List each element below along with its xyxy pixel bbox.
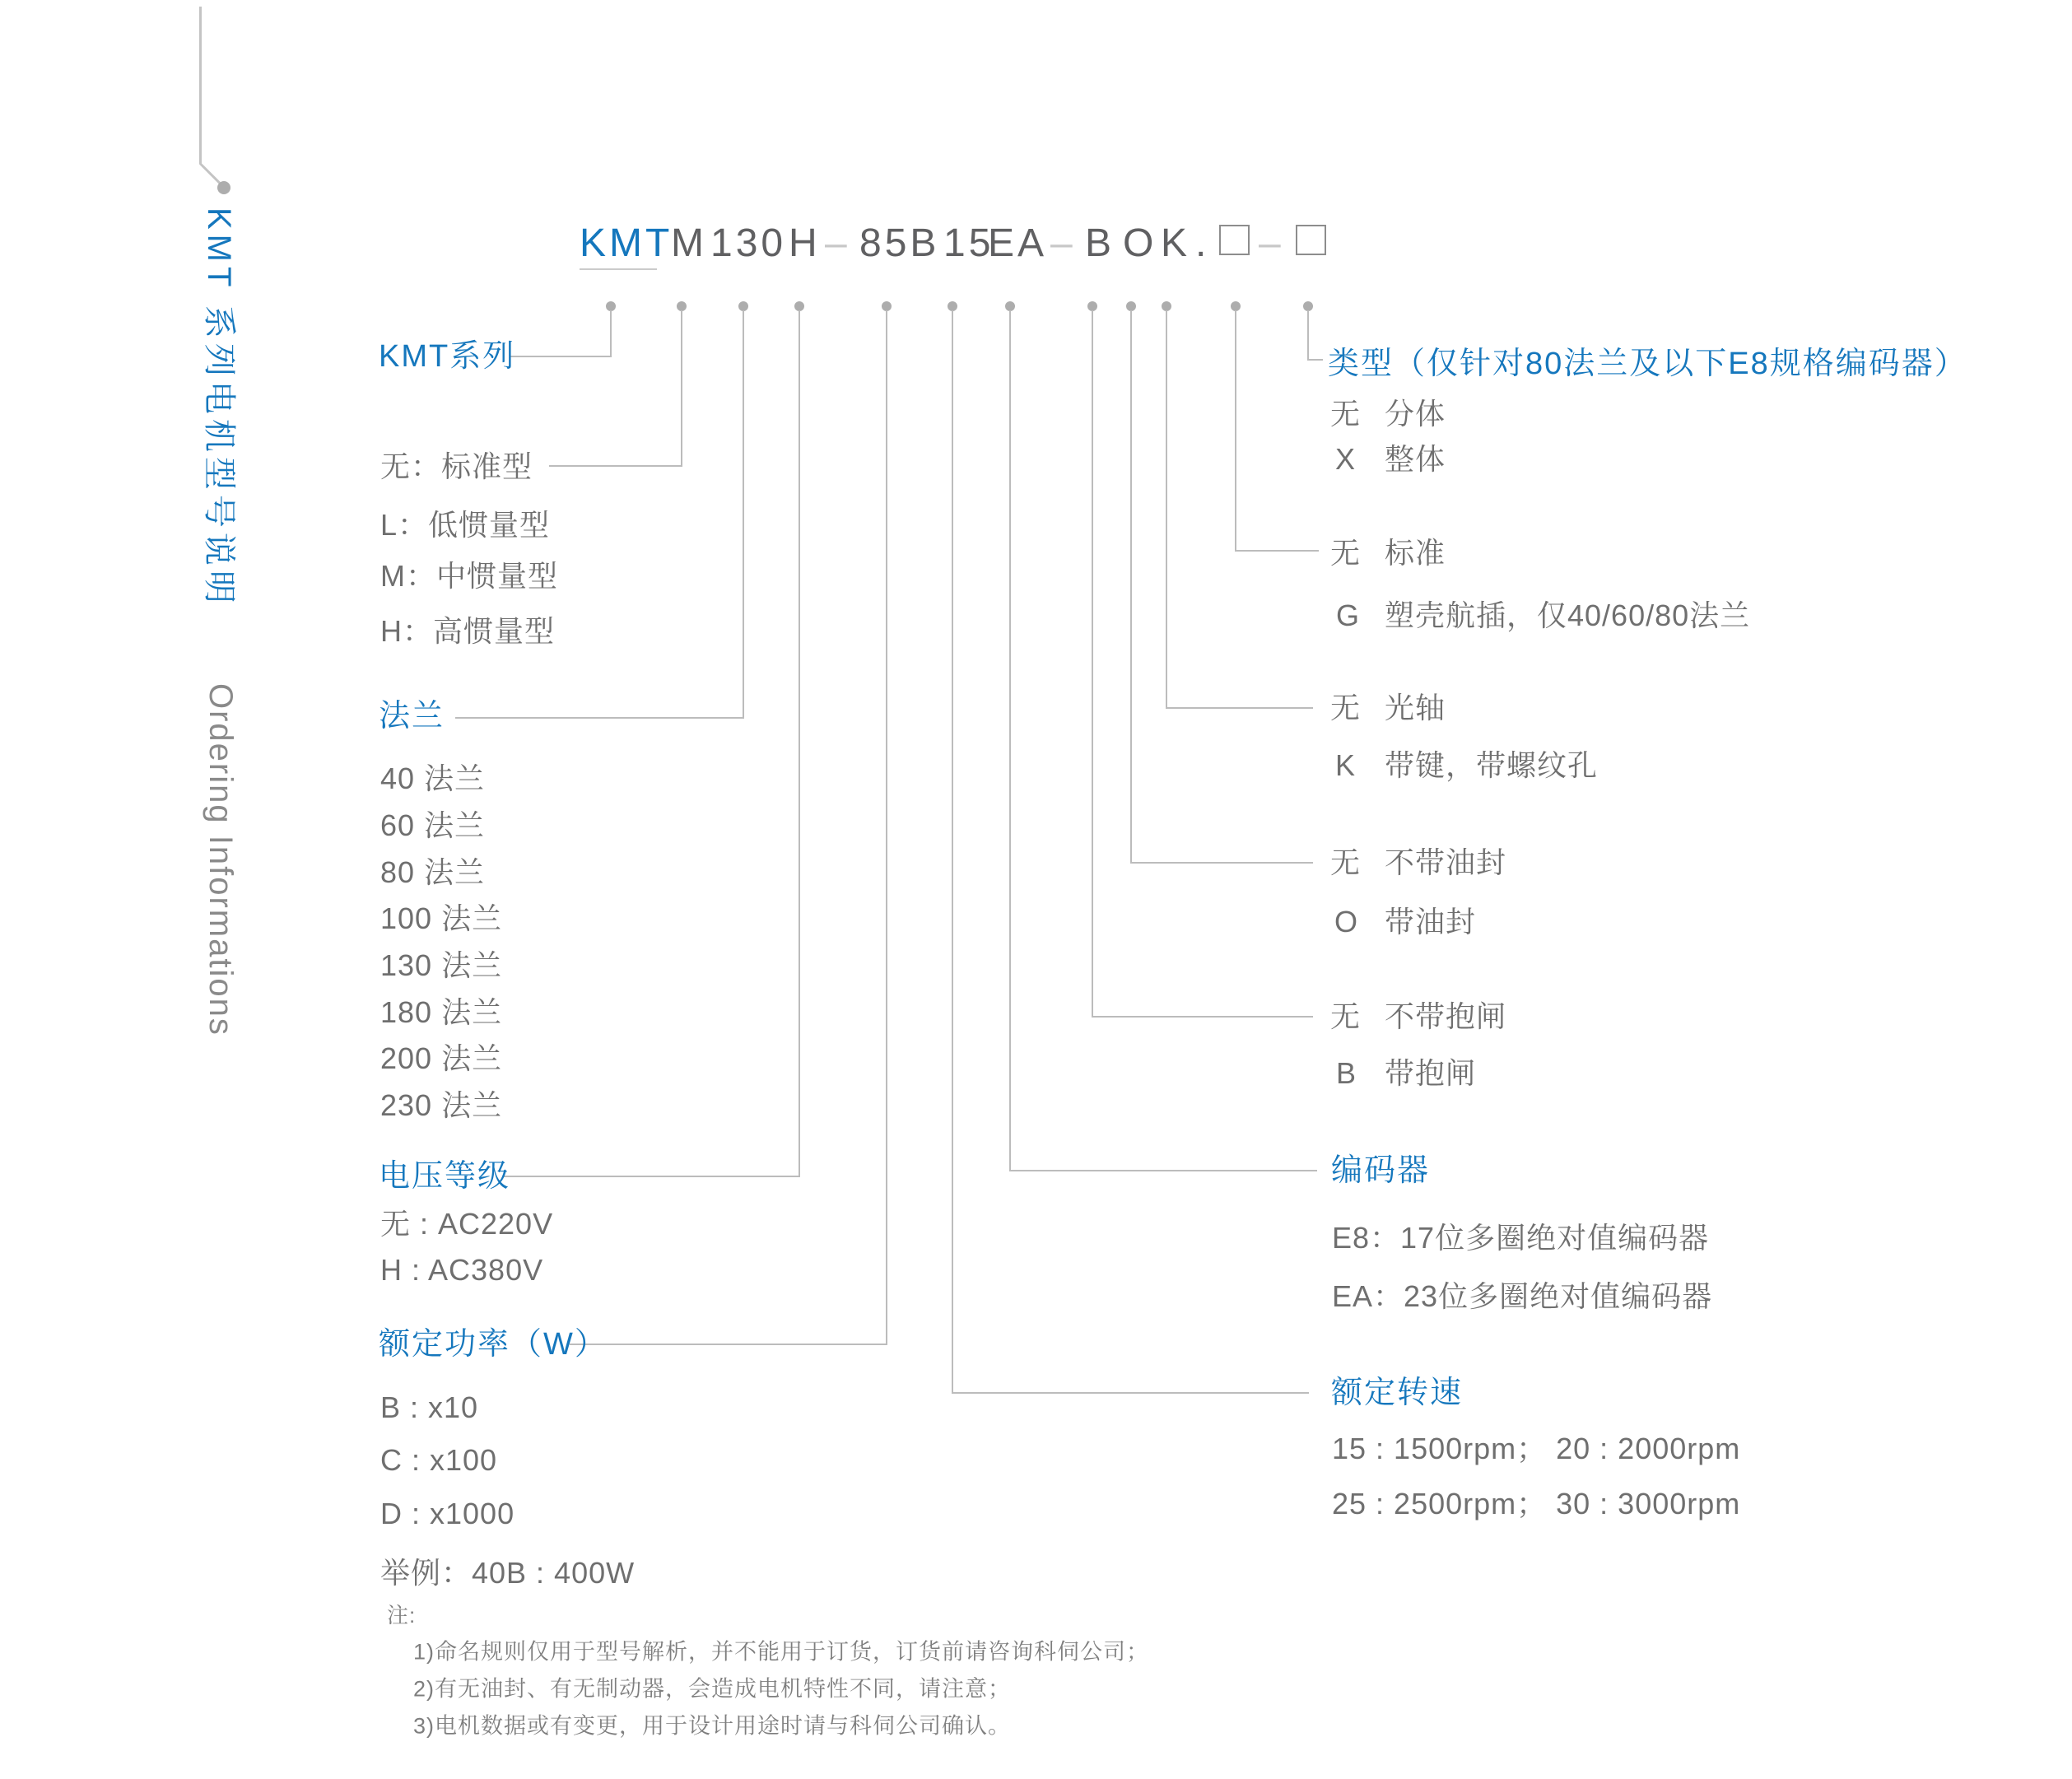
encoder-label: 编码器 (1331, 1153, 1431, 1188)
flange-item-130: 130 法兰 (380, 948, 503, 982)
model-power-code: 85B (859, 221, 940, 265)
model-separator-1: – (825, 221, 850, 265)
type-item-x-code: X (1335, 442, 1357, 476)
type-item-x-desc: 整体 (1385, 442, 1446, 476)
type-item-none-code: 无 (1330, 397, 1362, 431)
note-2: 2)有无油封、有无制动器，会造成电机特性不同，请注意； (413, 1676, 1012, 1702)
brake-item-b-code: B (1336, 1056, 1357, 1090)
flange-label: 法兰 (379, 699, 445, 733)
pin-1-stem (610, 310, 612, 357)
pin-3-elbow (455, 717, 744, 719)
shaft-item-k-code: K (1335, 748, 1357, 782)
model-encoder-code: EA (988, 221, 1048, 265)
voltage-label: 电压等级 (379, 1159, 511, 1194)
note-1: 1)命名规则仅用于型号解析，并不能用于订货，订货前请咨询科伺公司； (413, 1639, 1150, 1665)
type-label: 类型（仅针对80法兰及以下E8规格编码器） (1328, 347, 1967, 381)
power-example: 举例：40B : 400W (380, 1556, 636, 1590)
sidebar-title-en: Ordering Informations (203, 683, 239, 1036)
flange-item-230: 230 法兰 (380, 1088, 503, 1122)
pin-4-elbow (502, 1176, 800, 1177)
model-series-underline (580, 268, 657, 270)
brake-item-b-desc: 带抱闸 (1385, 1056, 1477, 1090)
model-speed-code: 15 (943, 221, 994, 265)
model-inertia-code: M (671, 221, 707, 265)
oil-item-o-desc: 带油封 (1385, 905, 1477, 938)
pin-9-elbow (1130, 862, 1313, 864)
speed-item-25-30: 25 : 2500rpm； 30 : 3000rpm (1332, 1487, 1741, 1521)
speed-item-15-20: 15 : 1500rpm； 20 : 2000rpm (1332, 1432, 1741, 1465)
notes-label: 注: (387, 1603, 417, 1628)
speed-label: 额定转速 (1331, 1376, 1464, 1410)
pin-8-elbow (1092, 1016, 1313, 1018)
flange-item-100: 100 法兰 (380, 901, 503, 935)
pin-9-stem (1130, 310, 1132, 864)
type-item-none-desc: 分体 (1385, 397, 1446, 431)
flange-item-80: 80 法兰 (380, 855, 486, 889)
model-placeholder-box-2 (1296, 225, 1326, 255)
oil-item-o-code: O (1334, 905, 1359, 938)
model-voltage-code: H (789, 221, 821, 265)
shaft-item-none-desc: 光轴 (1385, 691, 1446, 724)
inertia-item-m: M：中惯量型 (380, 559, 558, 593)
shaft-item-k-desc: 带键，带螺纹孔 (1385, 748, 1599, 782)
pin-11-stem (1235, 310, 1236, 552)
model-placeholder-box-1 (1219, 225, 1250, 255)
encoder-item-e8: E8：17位多圈绝对值编码器 (1332, 1221, 1710, 1255)
pin-12-stem (1307, 310, 1309, 361)
oil-item-none-desc: 不带油封 (1385, 845, 1507, 879)
connector-item-g-desc: 塑壳航插，仅40/60/80法兰 (1385, 598, 1751, 632)
brake-item-none-code: 无 (1330, 999, 1362, 1033)
inertia-item-h: H：高惯量型 (380, 614, 555, 648)
pin-10-stem (1166, 310, 1167, 709)
pin-12-elbow (1307, 359, 1323, 361)
pin-6-elbow (952, 1392, 1309, 1394)
inertia-item-none: 无：标准型 (380, 449, 533, 483)
model-flange-code: 130 (710, 221, 787, 265)
connector-item-none-code: 无 (1330, 536, 1362, 570)
power-label: 额定功率（W） (379, 1327, 608, 1362)
model-series: KMT (580, 221, 673, 265)
power-item-b: B : x10 (380, 1390, 479, 1424)
encoder-item-ea: EA：23位多圈绝对值编码器 (1332, 1279, 1713, 1313)
flange-item-40: 40 法兰 (380, 761, 486, 795)
pin-10-elbow (1166, 707, 1313, 709)
pin-2-stem (681, 310, 682, 467)
decorative-line-vertical (199, 7, 202, 164)
shaft-item-none-code: 无 (1330, 691, 1362, 724)
flange-item-180: 180 法兰 (380, 995, 503, 1029)
pin-7-stem (1009, 310, 1011, 1171)
series-label: KMT系列 (379, 339, 516, 374)
pin-5-elbow (570, 1344, 887, 1345)
pin-11-elbow (1235, 550, 1319, 552)
oil-item-none-code: 无 (1330, 845, 1362, 879)
inertia-item-l: L：低惯量型 (380, 508, 551, 542)
pin-5-stem (886, 310, 887, 1345)
model-separator-2: – (1050, 221, 1076, 265)
brake-item-none-desc: 不带抱闸 (1385, 999, 1507, 1033)
sidebar-title-cn: KMT 系列电机型号说明 (201, 207, 237, 608)
decorative-dot (217, 181, 230, 194)
power-item-d: D : x1000 (380, 1497, 515, 1530)
pin-8-stem (1092, 310, 1093, 1018)
flange-item-60: 60 法兰 (380, 808, 486, 842)
pin-3-stem (743, 310, 744, 719)
model-dot: . (1195, 221, 1210, 265)
model-separator-3: – (1259, 221, 1284, 265)
pin-6-stem (952, 310, 953, 1394)
connector-item-g-code: G (1336, 598, 1361, 632)
flange-item-200: 200 法兰 (380, 1041, 503, 1075)
voltage-item-380: H : AC380V (380, 1253, 544, 1287)
pin-2-elbow (549, 465, 682, 467)
pin-7-elbow (1009, 1170, 1317, 1171)
model-shaft-code: K (1161, 221, 1191, 265)
note-3: 3)电机数据或有变更，用于设计用途时请与科伺公司确认。 (413, 1713, 1012, 1739)
model-brake-code: B (1085, 221, 1115, 265)
pin-4-stem (799, 310, 800, 1177)
connector-item-none-desc: 标准 (1385, 536, 1446, 570)
voltage-item-220: 无 : AC220V (380, 1207, 554, 1241)
model-oil-seal-code: O (1123, 221, 1157, 265)
power-item-c: C : x100 (380, 1443, 498, 1477)
pin-1-elbow (510, 356, 612, 357)
